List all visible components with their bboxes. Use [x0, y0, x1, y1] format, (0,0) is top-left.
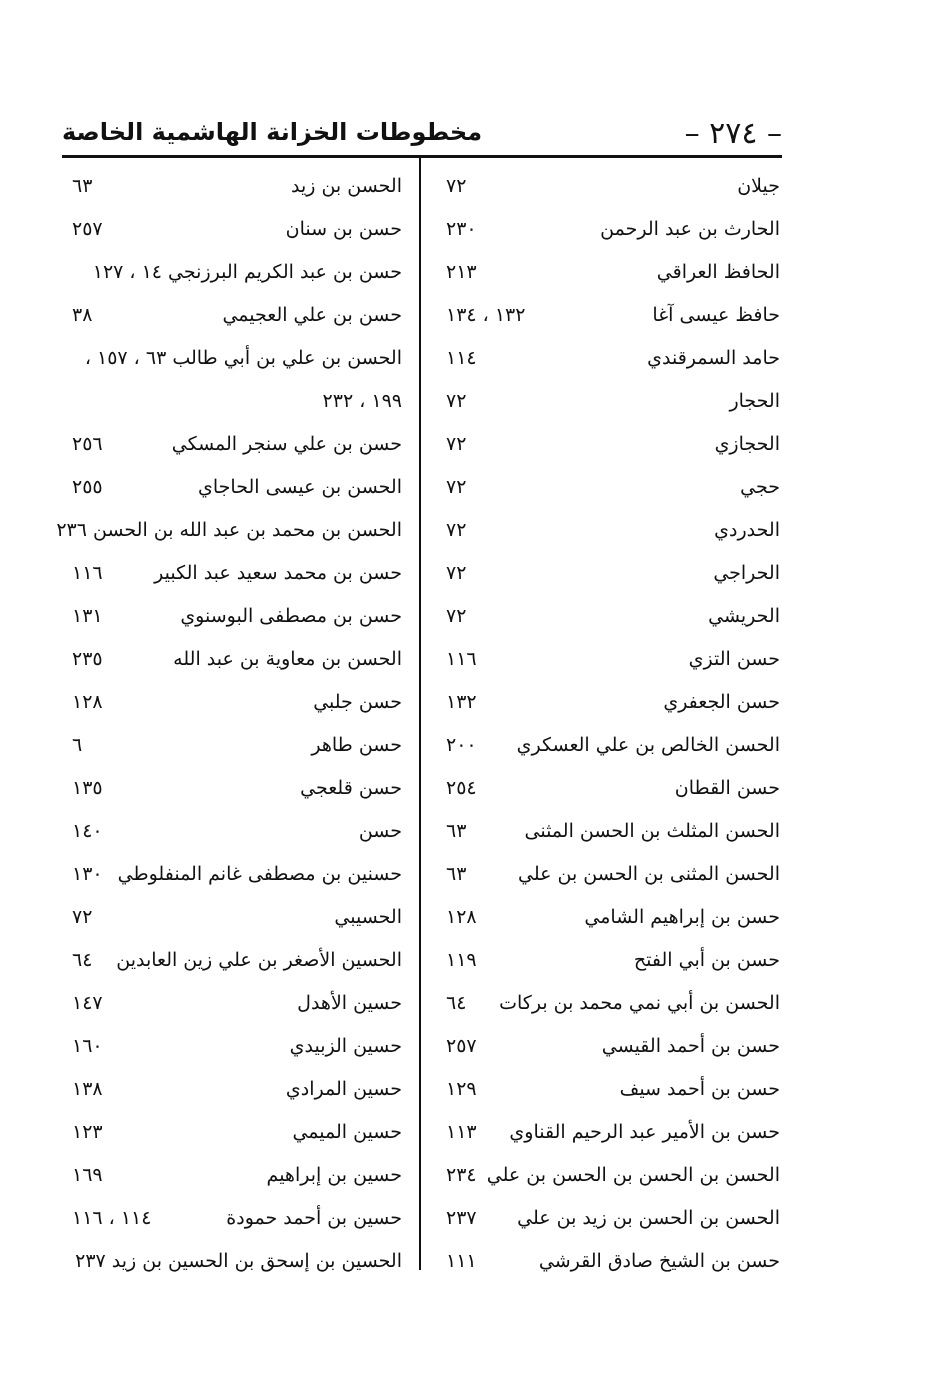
- entry-name: حسين الميمي: [292, 1120, 402, 1143]
- entry-pages: ٧٢: [446, 604, 467, 627]
- index-entry: [440, 1239, 780, 1282]
- entry-pages: ١١٤ ، ١١٦: [72, 1206, 152, 1229]
- entry-pages: ١٦٠: [72, 1034, 103, 1057]
- entry-name: الحسن بن عيسى الحاجاي: [198, 475, 402, 498]
- index-entry: [66, 164, 402, 207]
- entry-pages: ٢٣٤: [446, 1163, 477, 1186]
- entry-name: حسن بن أحمد القيسي: [601, 1034, 780, 1057]
- index-entry: [66, 1239, 402, 1282]
- index-column-right: [440, 164, 780, 1282]
- index-entry: [440, 1024, 780, 1067]
- entry-pages: ٦٣: [72, 174, 93, 197]
- index-entry: [440, 938, 780, 981]
- entry-pages: ٦: [72, 733, 83, 756]
- entry-name: حسن بن سنان: [285, 217, 402, 240]
- entry-pages: ١١٦: [72, 561, 103, 584]
- index-entry: [66, 1153, 402, 1196]
- entry-pages: ٧٢: [446, 389, 467, 412]
- index-entry: [66, 293, 402, 336]
- entry-name: الحسين الأصغر بن علي زين العابدين: [116, 948, 402, 971]
- entry-name: الحسن المثلث بن الحسن المثنى: [524, 819, 780, 842]
- entry-name: حسين الزبيدي: [289, 1034, 402, 1057]
- entry-pages: ١٣٥: [72, 776, 103, 799]
- index-entry: [66, 465, 402, 508]
- entry-name: الحسن بن زيد: [290, 174, 402, 197]
- index-entry: [440, 293, 780, 336]
- entry-pages: ٧٢: [446, 475, 467, 498]
- entry-name: حسن التزي: [688, 647, 780, 670]
- index-entry: [66, 637, 402, 680]
- entry-pages: ١٣٨: [72, 1077, 103, 1100]
- index-entry: [56, 508, 402, 551]
- entry-name: حسن بن مصطفى البوسنوي: [180, 604, 402, 627]
- index-entry: [440, 465, 780, 508]
- index-entry: [440, 250, 780, 293]
- entry-pages: ٦٤: [446, 991, 467, 1014]
- index-entry: [66, 207, 402, 250]
- index-entry: [440, 1110, 780, 1153]
- page-header: [62, 110, 782, 154]
- entry-pages: ١٣٢ ، ١٣٤: [446, 303, 526, 326]
- entry-name: حسن بن علي سنجر المسكي: [171, 432, 402, 455]
- entry-pages: ١٣٢: [446, 690, 477, 713]
- entry-name: حسين المرادي: [285, 1077, 402, 1100]
- entry-pages: ٢٠٠: [446, 733, 477, 756]
- index-entry: [440, 422, 780, 465]
- entry-name: الحجازي: [714, 432, 780, 455]
- entry-pages: ١١٩: [446, 948, 477, 971]
- entry-name: الحسيبي: [334, 905, 402, 928]
- entry-pages: ٢١٣: [446, 260, 477, 283]
- entry-pages: ١٢٣: [72, 1120, 103, 1143]
- index-entry: [66, 766, 402, 809]
- entry-name: الحراجي: [713, 561, 780, 584]
- entry-name: حسن طاهر: [311, 733, 402, 756]
- entry-name: ١٩٩ ، ٢٣٢: [322, 389, 402, 412]
- index-entry: [440, 637, 780, 680]
- entry-pages: ١١٤: [446, 346, 477, 369]
- index-entry: [66, 1196, 402, 1239]
- index-entry: [440, 336, 780, 379]
- entry-pages: ٧٢: [446, 174, 467, 197]
- entry-name: حامد السمرقندي: [647, 346, 780, 369]
- index-entry: [440, 852, 780, 895]
- entry-pages: ١٢٨: [72, 690, 103, 713]
- index-entry: [66, 981, 402, 1024]
- entry-name: جيلان: [737, 174, 780, 197]
- index-entry: [66, 594, 402, 637]
- entry-pages: ١٣١: [72, 604, 103, 627]
- entry-name: حسن بن أحمد سيف: [619, 1077, 780, 1100]
- entry-name: الحسين بن إسحق بن الحسين بن زيد ٢٣٧: [75, 1249, 402, 1272]
- entry-pages: ١١٣: [446, 1120, 477, 1143]
- entry-pages: ٢٣٠: [446, 217, 477, 240]
- index-entry: [66, 1024, 402, 1067]
- entry-name: حافظ عيسى آغا: [652, 303, 780, 326]
- entry-pages: ٢٥٧: [446, 1034, 477, 1057]
- index-entry: [66, 723, 402, 766]
- index-entry: [66, 551, 402, 594]
- entry-pages: ١٢٨: [446, 905, 477, 928]
- entry-name: حسن الجعفري: [663, 690, 780, 713]
- index-entry: [66, 938, 402, 981]
- entry-name: الحسن بن أبي نمي محمد بن بركات: [499, 991, 780, 1014]
- index-entry: [66, 1067, 402, 1110]
- entry-name: حسن بن عبد الكريم البرزنجي ١٤ ، ١٢٧: [92, 260, 402, 283]
- entry-name: الحارث بن عبد الرحمن: [600, 217, 780, 240]
- header-rule: [62, 155, 782, 158]
- entry-name: حسن: [358, 819, 402, 842]
- entry-name: الحسن بن الحسن بن الحسن بن علي: [486, 1163, 780, 1186]
- entry-name: حسن جلبي: [313, 690, 402, 713]
- entry-pages: ٧٢: [446, 432, 467, 455]
- entry-pages: ٧٢: [446, 518, 467, 541]
- index-entry: [66, 895, 402, 938]
- index-entry: [440, 379, 780, 422]
- entry-name: الحسن الخالص بن علي العسكري: [516, 733, 780, 756]
- entry-name: حسين الأهدل: [297, 991, 402, 1014]
- book-title: مخطوطات الخزانة الهاشمية الخاصة: [62, 118, 483, 146]
- entry-pages: ٢٥٧: [72, 217, 103, 240]
- entry-name: حسين بن أحمد حمودة: [226, 1206, 402, 1229]
- index-entry: [440, 164, 780, 207]
- index-column-left: [56, 164, 402, 1282]
- index-entry: [440, 680, 780, 723]
- entry-name: الحجار: [729, 389, 780, 412]
- index-entry: [440, 723, 780, 766]
- entry-pages: ٢٣٧: [446, 1206, 477, 1229]
- entry-pages: ١١١: [446, 1249, 477, 1272]
- page-number: – ٢٧٤ –: [684, 116, 782, 151]
- entry-name: حسن بن الشيخ صادق القرشي: [538, 1249, 780, 1272]
- entry-pages: ٢٥٦: [72, 432, 103, 455]
- index-entry: [440, 508, 780, 551]
- index-entry: [440, 551, 780, 594]
- index-entry: [440, 594, 780, 637]
- entry-pages: ١٦٩: [72, 1163, 103, 1186]
- entry-name: الحسن بن علي بن أبي طالب ٦٣ ، ١٥٧ ،: [84, 346, 402, 369]
- index-entry: [66, 1110, 402, 1153]
- index-entry: [440, 766, 780, 809]
- index-entry: [440, 1067, 780, 1110]
- entry-pages: ٦٣: [446, 862, 467, 885]
- index-entry: [66, 852, 402, 895]
- entry-name: الحسن بن الحسن بن زيد بن علي: [517, 1206, 780, 1229]
- index-entry: [66, 809, 402, 852]
- entry-name: حجي: [740, 475, 780, 498]
- entry-name: حسن بن إبراهيم الشامي: [584, 905, 780, 928]
- entry-name: حسن بن محمد سعيد عبد الكبير: [154, 561, 402, 584]
- entry-pages: ٢٥٤: [446, 776, 477, 799]
- index-entry: [440, 981, 780, 1024]
- entry-pages: ٣٨: [72, 303, 93, 326]
- entry-name: حسن بن علي العجيمي: [222, 303, 402, 326]
- index-entry: [440, 1196, 780, 1239]
- index-entry: [440, 895, 780, 938]
- entry-pages: ١١٦: [446, 647, 477, 670]
- entry-name: حسن بن أبي الفتح: [633, 948, 780, 971]
- entry-pages: ٦٣: [446, 819, 467, 842]
- entry-name: حسن قلعجي: [300, 776, 402, 799]
- entry-name: حسن بن الأمير عبد الرحيم القناوي: [509, 1120, 780, 1143]
- index-entry: [66, 379, 402, 422]
- index-entry: [440, 1153, 780, 1196]
- entry-pages: ٧٢: [72, 905, 93, 928]
- entry-name: الحريشي: [708, 604, 780, 627]
- column-divider: [419, 158, 421, 1270]
- entry-name: حسنين بن مصطفى غانم المنفلوطي: [117, 862, 402, 885]
- entry-name: الحسن بن محمد بن عبد الله بن الحسن ٢٣٦: [56, 518, 402, 541]
- entry-pages: ١٤٧: [72, 991, 103, 1014]
- entry-pages: ١٢٩: [446, 1077, 477, 1100]
- entry-name: الحافظ العراقي: [656, 260, 780, 283]
- index-entry: [66, 422, 402, 465]
- entry-pages: ٢٥٥: [72, 475, 103, 498]
- index-entry: [66, 336, 402, 379]
- entry-name: الحسن بن معاوية بن عبد الله: [173, 647, 402, 670]
- entry-pages: ٦٤: [72, 948, 93, 971]
- index-entry: [66, 680, 402, 723]
- entry-pages: ٧٢: [446, 561, 467, 584]
- entry-pages: ٢٣٥: [72, 647, 103, 670]
- entry-pages: ١٣٠: [72, 862, 103, 885]
- entry-name: الحدردي: [714, 518, 780, 541]
- entry-pages: ١٤٠: [72, 819, 103, 842]
- index-entry: [66, 250, 402, 293]
- index-entry: [440, 207, 780, 250]
- index-entry: [440, 809, 780, 852]
- entry-name: حسن القطان: [674, 776, 780, 799]
- entry-name: حسين بن إبراهيم: [266, 1163, 402, 1186]
- entry-name: الحسن المثنى بن الحسن بن علي: [517, 862, 780, 885]
